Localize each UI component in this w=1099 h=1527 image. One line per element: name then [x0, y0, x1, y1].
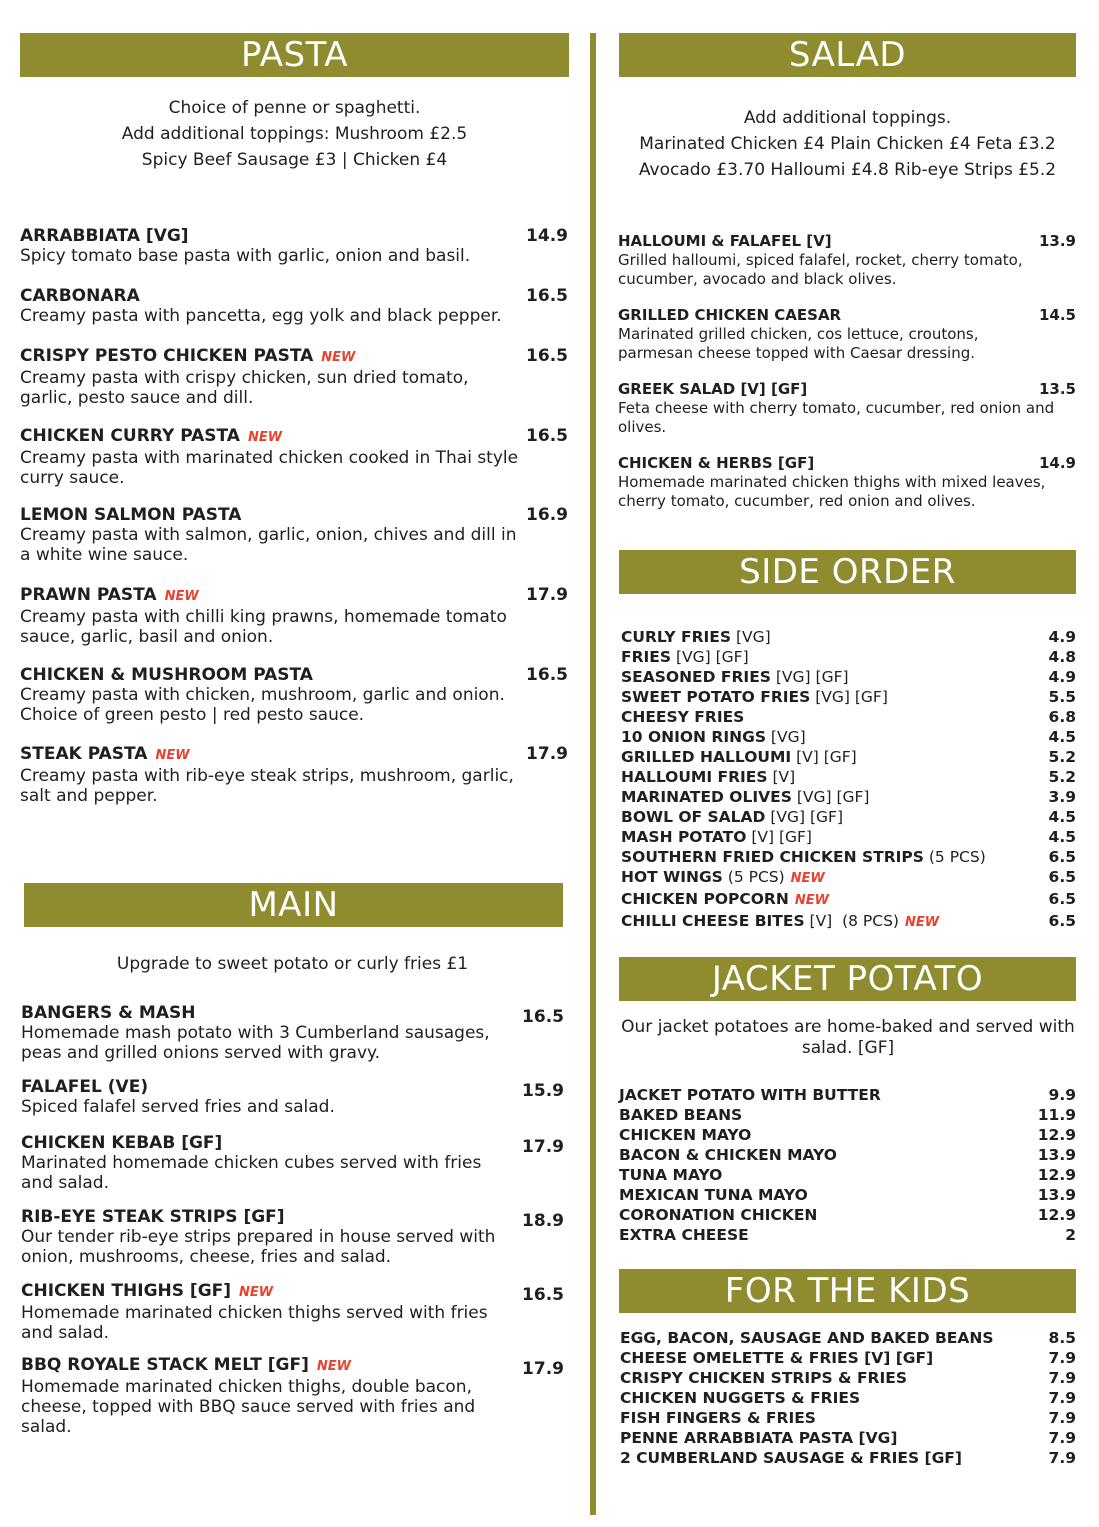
- item-price: 7.9: [1048, 1449, 1076, 1467]
- main-intro-line: Upgrade to sweet potato or curly fries £1: [116, 954, 469, 974]
- item-name: SEASONED FRIES: [621, 668, 771, 686]
- item-description: Homemade marinated chicken thighs with mixed leaves, cherry tomato, cucumber, red onion and olives.: [618, 473, 1046, 510]
- item-name-text: LEMON SALMON PASTA: [20, 505, 242, 525]
- item-price: 15.9: [522, 1081, 564, 1101]
- item-name: CHILLI CHEESE BITES: [621, 912, 805, 930]
- list-item-label: [621, 767, 795, 787]
- item-price: 18.9: [522, 1211, 564, 1231]
- menu-item: [618, 232, 1076, 289]
- item-name: [618, 232, 1076, 251]
- new-badge: NEW: [247, 430, 283, 445]
- item-name: SWEET POTATO FRIES: [621, 688, 811, 706]
- pasta-intro-line: Add additional toppings: Mushroom £2.5: [121, 124, 468, 144]
- list-item: [621, 787, 1076, 807]
- kids-banner: [619, 1269, 1076, 1313]
- item-name-text: BBQ ROYALE STACK MELT [GF]: [21, 1355, 309, 1375]
- item-price: 16.5: [526, 426, 568, 446]
- item-name: EXTRA CHEESE: [619, 1226, 749, 1244]
- list-item: [620, 1428, 1076, 1448]
- item-tags: (5 PCS): [923, 848, 986, 866]
- item-price: 17.9: [522, 1137, 564, 1157]
- item-name: [20, 585, 568, 607]
- item-name: [21, 1355, 564, 1377]
- item-name-text: PRAWN PASTA: [20, 585, 157, 605]
- item-name: CRISPY CHICKEN STRIPS & FRIES: [620, 1369, 907, 1387]
- item-price: 11.9: [1037, 1106, 1076, 1124]
- list-item-label: [620, 1328, 994, 1348]
- item-name: [618, 306, 1076, 325]
- item-price: 16.5: [522, 1007, 564, 1027]
- item-price: 13.9: [1037, 1186, 1076, 1204]
- item-name: 10 ONION RINGS: [621, 728, 766, 746]
- item-description: Spicy tomato base pasta with garlic, onion and basil.: [20, 246, 471, 266]
- item-name: MARINATED OLIVES: [621, 788, 792, 806]
- new-badge: NEW: [790, 871, 825, 886]
- item-name-text: CARBONARA: [20, 286, 140, 306]
- item-name: CHEESY FRIES: [621, 708, 745, 726]
- item-name: FISH FINGERS & FRIES: [620, 1409, 816, 1427]
- list-item: [621, 687, 1076, 707]
- item-name-text: CHICKEN CURRY PASTA: [20, 426, 240, 446]
- item-tags: [V] [GF]: [791, 748, 857, 766]
- item-price: 4.5: [1048, 828, 1076, 846]
- list-item: [619, 1225, 1076, 1245]
- item-name: [21, 1207, 564, 1227]
- jacket-potato-intro: [610, 1017, 1086, 1059]
- menu-item: [618, 380, 1076, 437]
- item-tags: [VG] [GF]: [765, 808, 844, 826]
- item-name: [20, 426, 568, 448]
- item-description: Creamy pasta with crispy chicken, sun dried tomato, garlic, pesto sauce and dill.: [20, 368, 469, 408]
- item-price: 16.5: [526, 665, 568, 685]
- menu-item: [20, 346, 568, 408]
- salad-intro-line: Avocado £3.70 Halloumi £4.8 Rib-eye Strips £5.2: [638, 160, 1057, 180]
- item-name: [618, 380, 1076, 399]
- item-name-text: BANGERS & MASH: [21, 1003, 196, 1023]
- item-price: 5.2: [1048, 768, 1076, 786]
- list-item-label: [619, 1125, 751, 1145]
- item-name-text: CRISPY PESTO CHICKEN PASTA: [20, 346, 314, 366]
- item-price: 7.9: [1048, 1349, 1076, 1367]
- menu-item: [21, 1077, 564, 1117]
- list-item-label: [619, 1225, 749, 1245]
- menu-item: [21, 1207, 564, 1267]
- list-item-label: [621, 647, 749, 667]
- jacket-intro-line: salad. [GF]: [801, 1038, 895, 1058]
- item-name: CHICKEN NUGGETS & FRIES: [620, 1389, 861, 1407]
- list-item: [621, 911, 1076, 933]
- list-item-label: [621, 827, 812, 847]
- menu-item: [618, 306, 1076, 363]
- main-title: MAIN: [248, 885, 339, 925]
- list-item: [621, 727, 1076, 747]
- item-name-text: STEAK PASTA: [20, 744, 148, 764]
- list-item-label: [620, 1388, 860, 1408]
- jacket-potato-list: [619, 1085, 1076, 1245]
- list-item-label: [620, 1348, 933, 1368]
- menu-item: [20, 744, 568, 806]
- item-description: Homemade mash potato with 3 Cumberland sausages, peas and grilled onions served with gravy.: [21, 1023, 490, 1063]
- list-item: [621, 707, 1076, 727]
- item-price: 2: [1065, 1226, 1076, 1244]
- side-order-banner: [619, 550, 1076, 594]
- item-name-text: CHICKEN THIGHS [GF]: [21, 1281, 232, 1301]
- item-price: 4.9: [1048, 628, 1076, 646]
- item-price: 13.9: [1037, 1146, 1076, 1164]
- item-name: [21, 1003, 564, 1023]
- item-price: 7.9: [1048, 1389, 1076, 1407]
- item-name: BACON & CHICKEN MAYO: [619, 1146, 837, 1164]
- item-name-text: ARRABBIATA [VG]: [20, 226, 189, 246]
- item-name: [618, 454, 1076, 473]
- list-item: [621, 647, 1076, 667]
- item-name: CORONATION CHICKEN: [619, 1206, 818, 1224]
- item-name: CURLY FRIES: [621, 628, 732, 646]
- menu-item: [21, 1003, 564, 1063]
- item-name: 2 CUMBERLAND SAUSAGE & FRIES [GF]: [620, 1449, 962, 1467]
- new-badge: NEW: [321, 350, 356, 365]
- item-name: SOUTHERN FRIED CHICKEN STRIPS: [621, 848, 924, 866]
- main-banner: [24, 883, 563, 927]
- menu-item: [21, 1133, 564, 1193]
- item-price: 8.5: [1048, 1329, 1076, 1347]
- jacket-intro-line: Our jacket potatoes are home-baked and served with: [621, 1017, 1075, 1037]
- item-name: CHICKEN POPCORN: [621, 890, 789, 908]
- item-tags: [V] [GF]: [746, 828, 812, 846]
- item-price: 14.9: [526, 226, 568, 246]
- item-price: 12.9: [1037, 1206, 1076, 1224]
- item-name: [21, 1281, 564, 1303]
- new-badge: NEW: [155, 748, 190, 763]
- item-description: Creamy pasta with chilli king prawns, homemade tomato sauce, garlic, basil and onion.: [20, 607, 507, 647]
- jacket-potato-title: JACKET POTATO: [711, 959, 984, 999]
- list-item-label: [621, 889, 829, 911]
- item-name: BOWL OF SALAD: [621, 808, 766, 826]
- kids-title: FOR THE KIDS: [724, 1271, 971, 1311]
- item-description: Our tender rib-eye strips prepared in house served with onion, mushrooms, cheese, fries and salad.: [21, 1227, 496, 1267]
- item-description: Marinated homemade chicken cubes served with fries and salad.: [21, 1153, 482, 1193]
- list-item-label: [621, 867, 825, 889]
- new-badge: NEW: [794, 893, 829, 908]
- item-name: [21, 1077, 564, 1097]
- list-item-label: [621, 807, 843, 827]
- item-name: MASH POTATO: [621, 828, 747, 846]
- item-name-text: GRILLED CHICKEN CAESAR: [618, 306, 842, 324]
- list-item-label: [619, 1165, 722, 1185]
- item-name: GRILLED HALLOUMI: [621, 748, 792, 766]
- new-badge: NEW: [904, 915, 940, 930]
- item-price: 13.5: [1038, 380, 1076, 398]
- list-item: [621, 747, 1076, 767]
- item-name: [20, 505, 568, 525]
- pasta-intro: [20, 95, 569, 173]
- item-price: 6.8: [1048, 708, 1076, 726]
- list-item-label: [621, 707, 744, 727]
- list-item: [621, 847, 1076, 867]
- menu-item: [20, 286, 568, 326]
- salad-intro-line: Marinated Chicken £4 Plain Chicken £4 Feta £3.2: [639, 134, 1056, 154]
- item-name-text: CHICKEN KEBAB [GF]: [21, 1133, 223, 1153]
- list-item-label: [621, 787, 869, 807]
- list-item-label: [619, 1205, 817, 1225]
- item-price: 6.5: [1048, 868, 1076, 886]
- list-item-label: [620, 1408, 816, 1428]
- list-item: [621, 807, 1076, 827]
- item-tags: [VG]: [766, 728, 806, 746]
- item-name: [20, 226, 568, 246]
- pasta-title: PASTA: [240, 35, 349, 75]
- item-price: 16.5: [526, 286, 568, 306]
- item-name: TUNA MAYO: [619, 1166, 723, 1184]
- item-price: 4.9: [1048, 668, 1076, 686]
- item-name: [20, 286, 568, 306]
- item-description: Creamy pasta with marinated chicken cooked in Thai style curry sauce.: [20, 448, 519, 488]
- item-price: 17.9: [522, 1359, 564, 1379]
- menu-item: [618, 454, 1076, 511]
- item-name: CHEESE OMELETTE & FRIES [V] [GF]: [620, 1349, 934, 1367]
- list-item: [619, 1125, 1076, 1145]
- list-item: [621, 867, 1076, 889]
- item-tags: [VG] [GF]: [671, 648, 749, 666]
- item-name: [20, 346, 568, 368]
- list-item: [619, 1185, 1076, 1205]
- item-description: Creamy pasta with pancetta, egg yolk and black pepper.: [20, 306, 502, 326]
- item-price: 5.2: [1048, 748, 1076, 766]
- menu-item: [21, 1355, 564, 1437]
- item-name: HOT WINGS: [621, 868, 723, 886]
- item-price: 17.9: [526, 744, 568, 764]
- list-item-label: [620, 1428, 897, 1448]
- list-item-label: [621, 687, 888, 707]
- new-badge: NEW: [239, 1285, 274, 1300]
- list-item: [620, 1408, 1076, 1428]
- list-item-label: [621, 727, 806, 747]
- side-order-title: SIDE ORDER: [739, 552, 956, 592]
- list-item: [619, 1145, 1076, 1165]
- item-name: [20, 665, 568, 685]
- item-price: 12.9: [1037, 1166, 1076, 1184]
- item-description: Creamy pasta with chicken, mushroom, garlic and onion. Choice of green pesto | red pesto sauce.: [20, 685, 505, 725]
- pasta-intro-line: Spicy Beef Sausage £3 | Chicken £4: [141, 150, 448, 170]
- item-name-text: CHICKEN & HERBS [GF]: [618, 454, 815, 472]
- list-item: [621, 667, 1076, 687]
- item-tags: (5 PCS): [722, 868, 785, 886]
- item-price: 17.9: [526, 585, 568, 605]
- item-name: [21, 1133, 564, 1153]
- item-price: 9.9: [1048, 1086, 1076, 1104]
- item-name-text: CHICKEN & MUSHROOM PASTA: [20, 665, 313, 685]
- list-item-label: [619, 1185, 808, 1205]
- item-name: EGG, BACON, SAUSAGE AND BAKED BEANS: [620, 1329, 994, 1347]
- list-item: [621, 627, 1076, 647]
- item-tags: [VG] [GF]: [810, 688, 888, 706]
- item-name: [20, 744, 568, 766]
- list-item: [619, 1165, 1076, 1185]
- menu-item: [20, 585, 568, 647]
- item-tags: [VG]: [731, 628, 771, 646]
- list-item: [620, 1368, 1076, 1388]
- menu-item: [20, 226, 568, 266]
- list-item: [621, 767, 1076, 787]
- main-intro: [20, 951, 565, 977]
- item-name: JACKET POTATO WITH BUTTER: [619, 1086, 881, 1104]
- list-item: [620, 1328, 1076, 1348]
- list-item: [619, 1105, 1076, 1125]
- list-item-label: [621, 747, 857, 767]
- item-name-text: FALAFEL (VE): [21, 1077, 149, 1097]
- item-description: Grilled halloumi, spiced falafel, rocket, cherry tomato, cucumber, avocado and black olives.: [618, 251, 1023, 288]
- item-price: 4.5: [1048, 808, 1076, 826]
- jacket-potato-banner: [619, 957, 1076, 1001]
- item-price: 13.9: [1038, 232, 1076, 250]
- list-item-label: [619, 1085, 881, 1105]
- item-name: HALLOUMI FRIES: [621, 768, 768, 786]
- item-name: PENNE ARRABBIATA PASTA [VG]: [620, 1429, 898, 1447]
- kids-list: [620, 1328, 1076, 1468]
- list-item-label: [619, 1145, 837, 1165]
- new-badge: NEW: [164, 589, 199, 604]
- item-description: Feta cheese with cherry tomato, cucumber, red onion and olives.: [618, 399, 1055, 436]
- pasta-intro-line: Choice of penne or spaghetti.: [168, 98, 421, 118]
- list-item-label: [621, 847, 986, 867]
- list-item: [621, 889, 1076, 911]
- item-price: 3.9: [1048, 788, 1076, 806]
- item-description: Creamy pasta with rib-eye steak strips, mushroom, garlic, salt and pepper.: [20, 766, 514, 806]
- list-item-label: [619, 1105, 742, 1125]
- menu-item: [20, 426, 568, 488]
- item-name: CHICKEN MAYO: [619, 1126, 752, 1144]
- item-description: Marinated grilled chicken, cos lettuce, croutons, parmesan cheese topped with Caesar dressing.: [618, 325, 979, 362]
- menu-item: [20, 665, 568, 725]
- list-item-label: [621, 627, 771, 647]
- item-price: 16.5: [522, 1285, 564, 1305]
- item-price: 14.5: [1038, 306, 1076, 324]
- item-price: 16.9: [526, 505, 568, 525]
- item-name: BAKED BEANS: [619, 1106, 743, 1124]
- list-item-label: [621, 667, 849, 687]
- item-description: Homemade marinated chicken thighs, double bacon, cheese, topped with BBQ sauce served with fries and salad.: [21, 1377, 476, 1437]
- column-divider: [590, 33, 596, 1515]
- item-price: 4.5: [1048, 728, 1076, 746]
- menu-item: [21, 1281, 564, 1343]
- item-price: 6.5: [1048, 912, 1076, 930]
- item-price: 6.5: [1048, 890, 1076, 908]
- item-price: 5.5: [1048, 688, 1076, 706]
- item-name-text: HALLOUMI & FALAFEL [V]: [618, 232, 832, 250]
- list-item: [620, 1388, 1076, 1408]
- item-price: 4.8: [1048, 648, 1076, 666]
- item-tags: [VG] [GF]: [791, 788, 870, 806]
- item-price: 7.9: [1048, 1429, 1076, 1447]
- item-description: Spiced falafel served fries and salad.: [21, 1097, 335, 1117]
- item-tags: [V] (8 PCS): [804, 912, 899, 930]
- item-description: Creamy pasta with salmon, garlic, onion, chives and dill in a white wine sauce.: [20, 525, 517, 565]
- item-tags: [VG] [GF]: [770, 668, 849, 686]
- item-name-text: GREEK SALAD [V] [GF]: [618, 380, 808, 398]
- item-description: Homemade marinated chicken thighs served with fries and salad.: [21, 1303, 488, 1343]
- list-item: [619, 1085, 1076, 1105]
- salad-intro-line: Add additional toppings.: [743, 108, 952, 128]
- item-tags: [V]: [767, 768, 796, 786]
- list-item-label: [620, 1448, 962, 1468]
- side-order-list: [621, 627, 1076, 933]
- pasta-banner: [20, 33, 569, 77]
- item-price: 7.9: [1048, 1409, 1076, 1427]
- item-price: 16.5: [526, 346, 568, 366]
- list-item: [621, 827, 1076, 847]
- new-badge: NEW: [316, 1359, 351, 1374]
- list-item-label: [621, 911, 939, 933]
- item-price: 12.9: [1037, 1126, 1076, 1144]
- salad-title: SALAD: [788, 35, 907, 75]
- list-item: [619, 1205, 1076, 1225]
- item-price: 6.5: [1048, 848, 1076, 866]
- item-price: 14.9: [1038, 454, 1076, 472]
- menu-item: [20, 505, 568, 565]
- item-name-text: RIB-EYE STEAK STRIPS [GF]: [21, 1207, 285, 1227]
- item-name: FRIES: [621, 648, 672, 666]
- list-item-label: [620, 1368, 907, 1388]
- list-item: [620, 1348, 1076, 1368]
- salad-intro: [619, 105, 1076, 183]
- item-price: 7.9: [1048, 1369, 1076, 1387]
- salad-banner: [619, 33, 1076, 77]
- list-item: [620, 1448, 1076, 1468]
- item-name: MEXICAN TUNA MAYO: [619, 1186, 808, 1204]
